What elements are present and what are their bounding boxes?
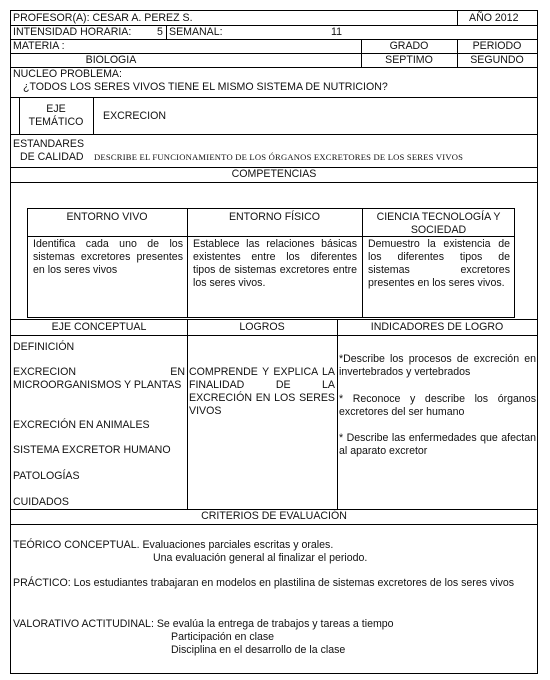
hours-value: 5 <box>157 26 163 38</box>
period-value: SEGUNDO <box>470 54 524 66</box>
rule <box>11 335 537 336</box>
competency-title-cts-2: SOCIEDAD <box>410 224 467 236</box>
criteria-attitudinal-3: Disciplina en el desarrollo de la clase <box>171 644 346 656</box>
indicators-header: INDICADORES DE LOGRO <box>370 321 504 333</box>
thematic-axis-value: EXCRECION <box>103 110 166 122</box>
divider <box>337 319 338 509</box>
weekly-value: 11 <box>331 26 342 38</box>
competencies-title: COMPETENCIAS <box>231 168 317 180</box>
standards-label-2: DE CALIDAD <box>20 151 84 163</box>
hours-label: INTENSIDAD HORARIA: <box>13 26 132 38</box>
subject-label: MATERIA : <box>13 40 65 52</box>
competency-text-cts: Demuestro la existencia de los diferentes tipos de sistemas excretores presentes en los seres vivos. <box>368 238 510 289</box>
divider <box>93 97 94 134</box>
concept-human: SISTEMA EXCRETOR HUMANO <box>13 444 171 456</box>
concept-definition: DEFINICIÓN <box>13 341 75 353</box>
competency-text-living: Identifica cada uno de los sistemas excretores presentes en los seres vivos <box>33 238 183 276</box>
standards-label-1: ESTANDARES <box>13 138 85 150</box>
indicator-item: * Reconoce y describe los órganos excretores del ser humano <box>339 393 536 418</box>
criteria-theoretical-2: Una evaluación general al finalizar el periodo. <box>153 552 368 564</box>
rule <box>11 182 537 183</box>
competency-title-living: ENTORNO VIVO <box>66 211 148 223</box>
achievement-text: COMPRENDE Y EXPLICA LA FINALIDAD DE LA EXCRECIÓN EN LOS SERES VIVOS <box>189 366 335 417</box>
concept-microorganisms: EXCRECION EN MICROORGANISMOS Y PLANTAS <box>13 366 185 391</box>
competency-title-physical: ENTORNO FÍSICO <box>228 211 321 223</box>
teacher-name: PROFESOR(A): CESAR A. PEREZ S. <box>13 12 193 24</box>
competency-text-physical: Establece las relaciones básicas existentes entre los diferentes tipos de sistemas excretores entre los seres vivos. <box>193 238 357 289</box>
weekly-label: SEMANAL: <box>169 26 223 38</box>
rule <box>11 97 537 98</box>
grade-value: SEPTIMO <box>385 54 433 66</box>
thematic-axis-label-1: EJE <box>46 103 66 115</box>
grade-label: GRADO <box>389 40 429 52</box>
achievements-header: LOGROS <box>239 321 285 333</box>
rule <box>11 319 537 320</box>
concept-pathologies: PATOLOGÍAS <box>13 470 80 482</box>
criteria-theoretical-1: TEÓRICO CONCEPTUAL. Evaluaciones parciales escritas y orales. <box>13 539 334 551</box>
indicator-item: * Describe las enfermedades que afectan al aparato excretor <box>339 432 536 457</box>
criteria-title: CRITERIOS DE EVALUACIÓN <box>201 510 347 522</box>
core-problem-label: NUCLEO PROBLEMA: <box>13 68 122 80</box>
conceptual-axis-header: EJE CONCEPTUAL <box>51 321 147 333</box>
divider <box>457 11 458 25</box>
rule <box>11 524 537 525</box>
rule <box>11 134 537 135</box>
period-label: PERIODO <box>472 40 522 52</box>
indicator-item: *Describe los procesos de excreción en invertebrados y vertebrados <box>339 353 536 378</box>
subject-value: BIOLOGIA <box>85 54 137 66</box>
competency-title-cts-1: CIENCIA TECNOLOGÍA Y <box>376 211 501 223</box>
year: AÑO 2012 <box>469 12 519 24</box>
criteria-attitudinal-1: VALORATIVO ACTITUDINAL: Se evalúa la entrega de trabajos y tareas a tiempo <box>13 618 394 630</box>
criteria-attitudinal-2: Participación en clase <box>171 631 275 643</box>
divider <box>187 208 188 318</box>
criteria-practical: PRÁCTICO: Los estudiantes trabajaran en modelos en plastilina de sistemas excretores de los seres vivos <box>13 577 515 589</box>
divider <box>187 319 188 509</box>
core-problem-question: ¿TODOS LOS SERES VIVOS TIENE EL MISMO SISTEMA DE NUTRICION? <box>23 81 388 93</box>
divider <box>166 25 167 39</box>
concept-care: CUIDADOS <box>13 496 69 508</box>
standards-value: DESCRIBE EL FUNCIONAMIENTO DE LOS ÓRGANOS EXCRETORES DE LOS SERES VIVOS <box>94 152 464 162</box>
concept-animals: EXCRECIÓN EN ANIMALES <box>13 419 150 431</box>
planning-form <box>10 10 538 674</box>
thematic-axis-label-2: TEMÁTICO <box>28 116 84 128</box>
